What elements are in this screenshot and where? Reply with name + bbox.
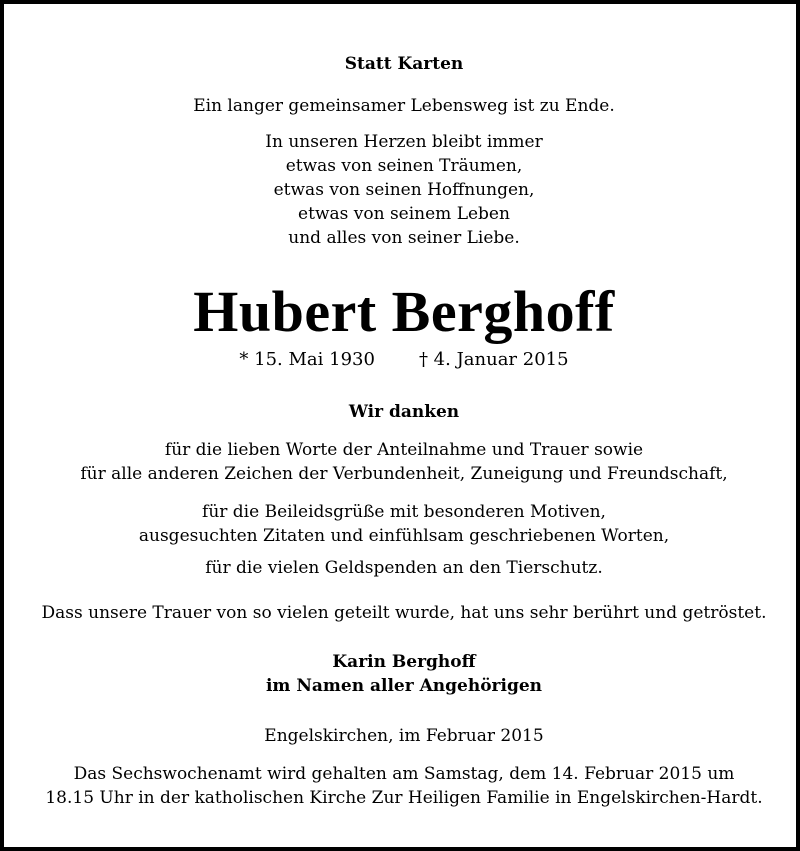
life-dates (4, 348, 800, 372)
poem-line: etwas von seinem Leben (298, 204, 510, 224)
signature-name: Karin Berghoff (332, 652, 476, 672)
death-date: † 4. Januar 2015 (418, 349, 569, 370)
intro-line: Ein langer gemeinsamer Lebensweg ist zu Ende. (193, 96, 615, 116)
mass-line: Das Sechswochenamt wird gehalten am Samstag, dem 14. Februar 2015 um (73, 764, 735, 784)
deceased-name: Hubert Berghoff (193, 279, 615, 344)
thanks-line: ausgesuchten Zitaten und einfühlsam geschriebenen Worten, (138, 526, 670, 546)
poem-line: etwas von seinen Träumen, (285, 156, 523, 176)
poem-line: In unseren Herzen bleibt immer (265, 132, 543, 152)
thanks-line: für alle anderen Zeichen der Verbundenheit, Zuneigung und Freundschaft, (80, 464, 728, 484)
header-title: Statt Karten (344, 54, 464, 74)
poem-line: etwas von seinen Hoffnungen, (273, 180, 535, 200)
thanks-line: für die Beileidsgrüße mit besonderen Motiven, (202, 502, 606, 522)
poem-line: und alles von seiner Liebe. (288, 228, 520, 248)
birth-date: * 15. Mai 1930 (239, 349, 375, 370)
place-date: Engelskirchen, im Februar 2015 (264, 726, 544, 746)
thanks-line: für die lieben Worte der Anteilnahme und Trauer sowie (164, 440, 644, 460)
thanks-heading: Wir danken (348, 402, 460, 422)
signature-note: im Namen aller Angehörigen (265, 676, 543, 696)
thanks-line: für die vielen Geldspenden an den Tierschutz. (205, 558, 603, 578)
mass-line: 18.15 Uhr in der katholischen Kirche Zur Heiligen Familie in Engelskirchen-Hardt. (45, 788, 763, 808)
closing-line: Dass unsere Trauer von so vielen geteilt wurde, hat uns sehr berührt und getröstet. (41, 603, 767, 623)
